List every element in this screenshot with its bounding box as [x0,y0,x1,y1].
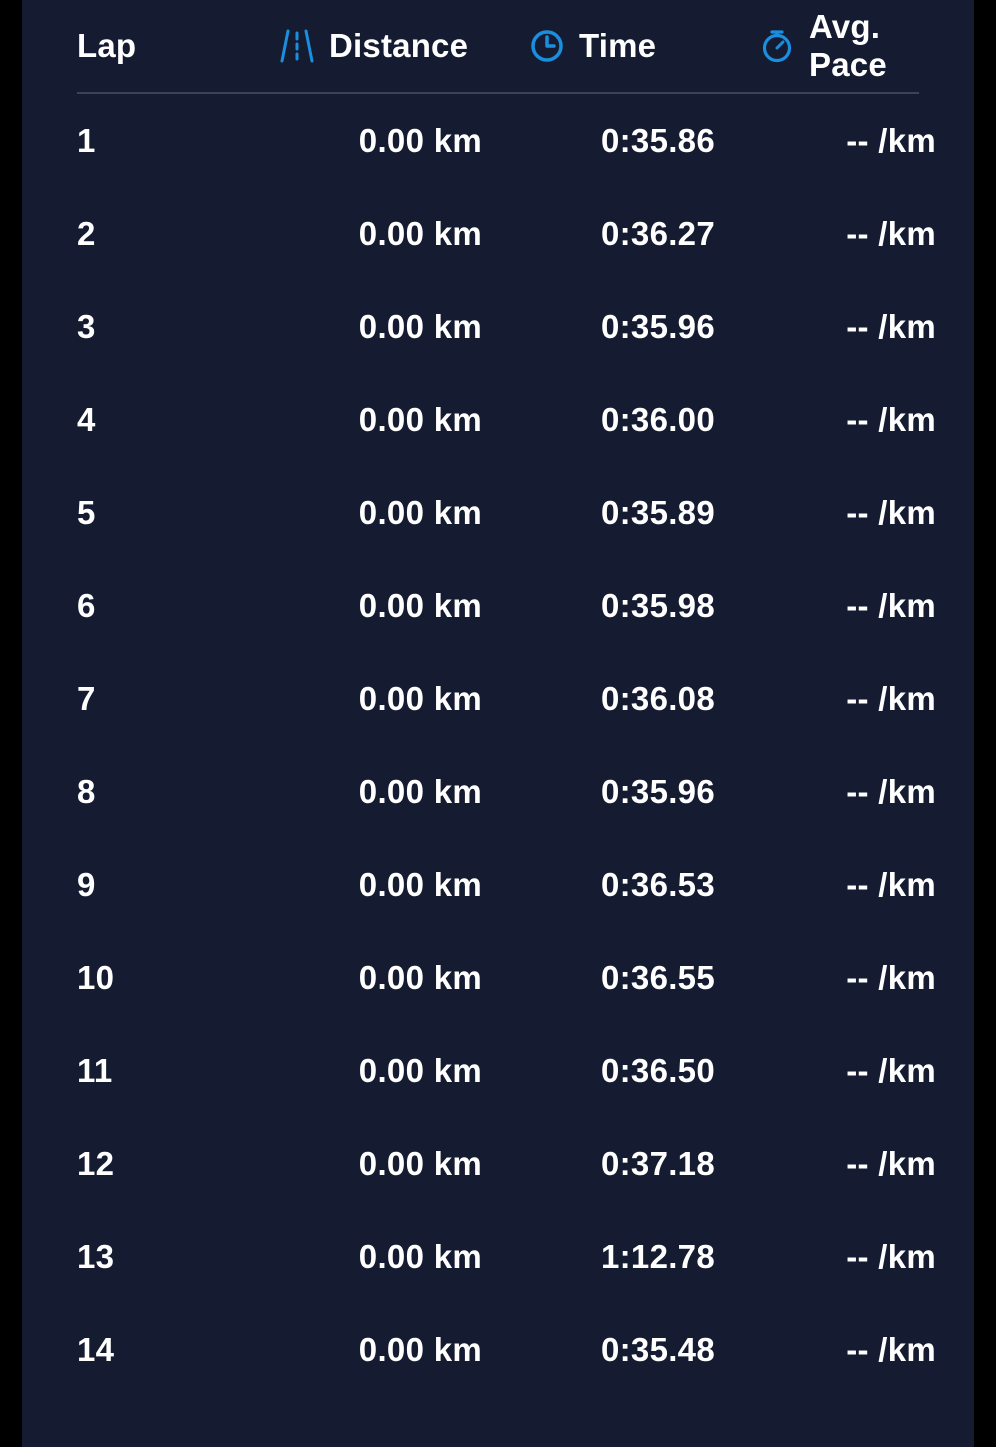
cell-distance: 0.00 km [358,1330,482,1368]
column-header-time-label: Time [579,27,657,64]
cell-distance: 0.00 km [358,400,482,438]
cell-lap: 7 [77,679,96,717]
cell-pace: -- /km [846,865,936,903]
cell-pace: -- /km [846,772,936,810]
cell-pace: -- /km [846,1330,936,1368]
cell-lap: 10 [77,958,115,996]
cell-lap: 4 [77,400,96,438]
cell-lap: 2 [77,214,96,252]
cell-lap: 9 [77,865,96,903]
cell-pace: -- /km [846,400,936,438]
cell-pace: -- /km [846,679,936,717]
column-header-avg-pace-label: Avg. Pace [809,8,887,83]
cell-pace: -- /km [846,1051,936,1089]
cell-time: 0:36.08 [600,679,715,717]
cell-time: 0:35.86 [600,121,715,159]
cell-time: 0:36.00 [600,400,715,438]
cell-time: 0:35.89 [600,493,715,531]
cell-pace: -- /km [846,493,936,531]
stopwatch-icon [757,26,797,66]
cell-time: 0:35.48 [600,1330,715,1368]
cell-distance: 0.00 km [358,1051,482,1089]
column-header-lap [55,27,277,65]
cell-pace: -- /km [846,586,936,624]
cell-lap: 1 [77,121,96,159]
table-row[interactable] [55,745,944,838]
cell-time: 0:36.27 [600,214,715,252]
cell-distance: 0.00 km [358,772,482,810]
column-header-distance-label: Distance [329,27,469,64]
table-row[interactable] [55,1024,944,1117]
table-row[interactable] [55,1117,944,1210]
clock-icon [527,26,567,66]
table-row[interactable] [55,559,944,652]
table-row[interactable] [55,187,944,280]
table-row[interactable] [55,466,944,559]
cell-distance: 0.00 km [358,121,482,159]
column-header-time [527,26,757,66]
cell-distance: 0.00 km [358,865,482,903]
column-header-avg-pace [757,8,944,84]
cell-distance: 0.00 km [358,958,482,996]
cell-lap: 13 [77,1237,115,1275]
table-row[interactable] [55,1210,944,1303]
cell-pace: -- /km [846,1237,936,1275]
cell-distance: 0.00 km [358,1144,482,1182]
cell-lap: 8 [77,772,96,810]
cell-pace: -- /km [846,1144,936,1182]
cell-distance: 0.00 km [358,214,482,252]
cell-distance: 0.00 km [358,586,482,624]
cell-time: 0:36.50 [600,1051,715,1089]
lap-table [22,0,974,1396]
cell-pace: -- /km [846,307,936,345]
cell-time: 0:36.55 [600,958,715,996]
cell-time: 0:35.96 [600,772,715,810]
cell-pace: -- /km [846,958,936,996]
cell-lap: 14 [77,1330,115,1368]
cell-pace: -- /km [846,121,936,159]
column-header-lap-label: Lap [77,27,137,64]
cell-time: 0:35.98 [600,586,715,624]
cell-lap: 3 [77,307,96,345]
cell-time: 0:35.96 [600,307,715,345]
table-header-row [55,0,944,92]
cell-distance: 0.00 km [358,307,482,345]
table-row[interactable] [55,931,944,1024]
table-row[interactable] [55,280,944,373]
cell-time: 1:12.78 [600,1237,715,1275]
cell-distance: 0.00 km [358,1237,482,1275]
cell-distance: 0.00 km [358,679,482,717]
cell-time: 0:37.18 [600,1144,715,1182]
table-row[interactable] [55,652,944,745]
cell-lap: 12 [77,1144,115,1182]
cell-time: 0:36.53 [600,865,715,903]
cell-lap: 11 [77,1051,113,1089]
cell-pace: -- /km [846,214,936,252]
road-icon [277,26,317,66]
table-row[interactable] [55,838,944,931]
column-header-distance [277,26,527,66]
cell-lap: 5 [77,493,96,531]
cell-lap: 6 [77,586,96,624]
table-row[interactable] [55,1303,944,1396]
table-row[interactable] [55,373,944,466]
table-row[interactable] [55,94,944,187]
cell-distance: 0.00 km [358,493,482,531]
